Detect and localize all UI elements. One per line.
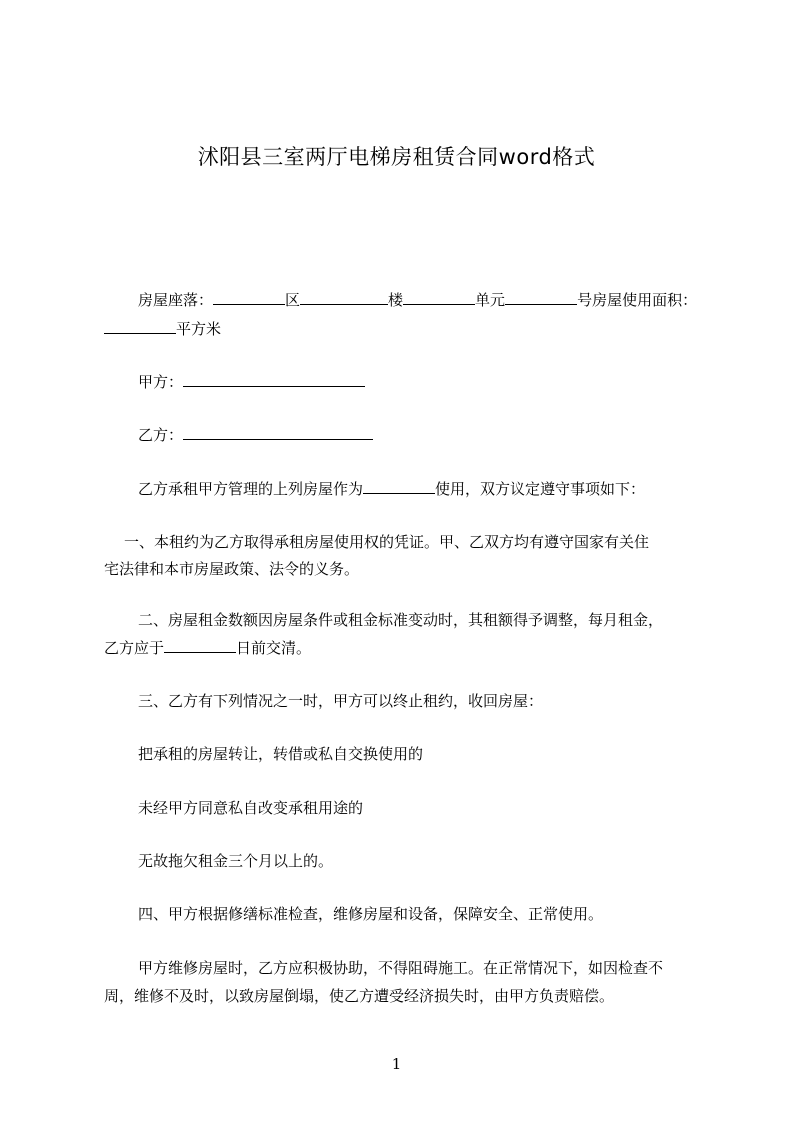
blank-field — [104, 318, 176, 334]
clause-2-line-2 — [104, 633, 311, 663]
unit-label: 单元 — [475, 291, 506, 309]
repair-line-2: 周，维修不及时，以致房屋倒塌，使乙方遭受经济损失时，由甲方负责赔偿。 — [104, 987, 615, 1005]
blank-field — [183, 371, 365, 387]
intro-text-2: 使用，双方议定遵守事项如下： — [435, 480, 646, 498]
clause-3-item-2: 未经甲方同意私自改变承租用途的 — [138, 799, 364, 817]
clause-2-text-a: 乙方应于 — [104, 639, 165, 657]
clause-3-item-1: 把承租的房屋转让，转借或私自交换使用的 — [138, 745, 424, 763]
intro-text-1: 乙方承租甲方管理的上列房屋作为 — [138, 480, 364, 498]
clause-2-text-b: 日前交清。 — [236, 639, 312, 657]
party-b-line — [138, 420, 373, 450]
district-label: 区 — [285, 291, 301, 309]
blank-field — [363, 478, 435, 494]
clause-3: 三、乙方有下列情况之一时，甲方可以终止租约，收回房屋： — [138, 692, 544, 710]
area-unit-label: 平方米 — [176, 320, 222, 338]
blank-field — [183, 424, 373, 440]
building-label: 楼 — [388, 291, 404, 309]
clause-1-line-1: 一、本租约为乙方取得承租房屋使用权的凭证。甲、乙双方均有遵守国家有关住 — [124, 533, 650, 551]
number-label: 号房屋使用面积： — [577, 291, 698, 309]
blank-field — [403, 289, 475, 305]
location-line — [138, 285, 697, 315]
document-title: 沭阳县三室两厅电梯房租赁合同word格式 — [197, 145, 596, 169]
blank-field — [213, 289, 285, 305]
blank-field — [164, 637, 236, 653]
area-line — [104, 314, 221, 344]
clause-3-item-3: 无故拖欠租金三个月以上的。 — [138, 852, 334, 870]
intro-paragraph — [138, 474, 645, 504]
clause-1-line-2: 宅法律和本市房屋政策、法令的义务。 — [104, 560, 360, 578]
clause-2-line-1: 二、房屋租金数额因房屋条件或租金标准变动时，其租额得予调整，每月租金， — [138, 611, 664, 629]
party-a-line — [138, 367, 365, 397]
party-a-label: 甲方： — [138, 373, 184, 391]
location-label: 房屋座落： — [138, 291, 214, 309]
blank-field — [300, 289, 388, 305]
clause-4: 四、甲方根据修缮标准检查，维修房屋和设备，保障安全、正常使用。 — [138, 905, 604, 923]
page-number: 1 — [391, 1055, 402, 1073]
repair-line-1: 甲方维修房屋时，乙方应积极协助，不得阻碍施工。在正常情况下，如因检查不 — [138, 959, 664, 977]
blank-field — [505, 289, 577, 305]
party-b-label: 乙方： — [138, 426, 184, 444]
